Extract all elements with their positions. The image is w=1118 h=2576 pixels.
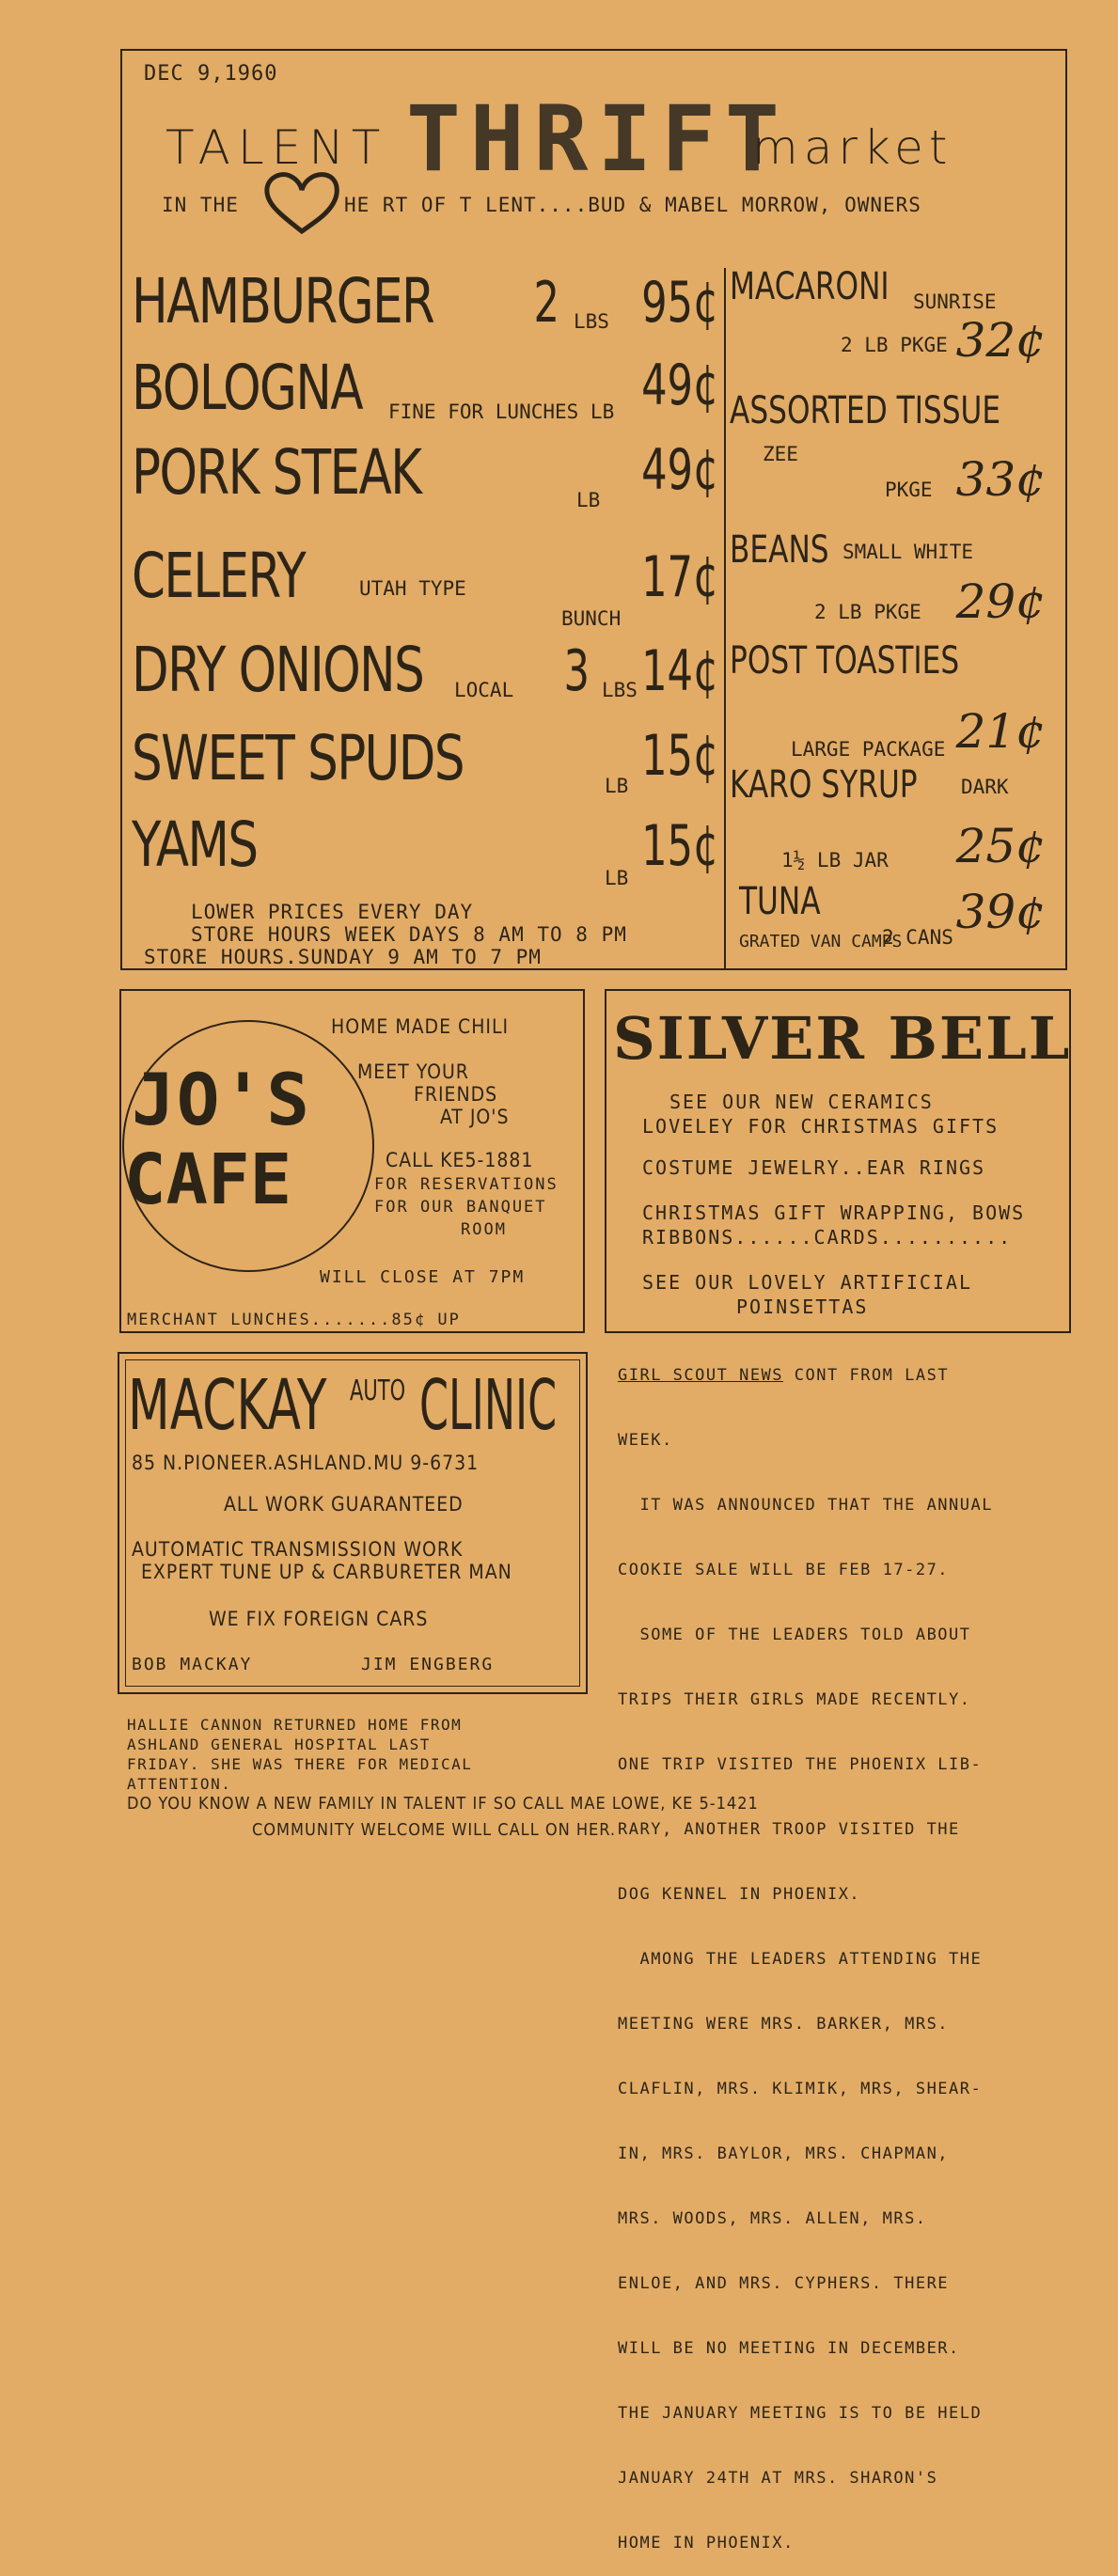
sweet-spuds-unit: LB [605,775,629,797]
item-celery: CELERY [132,540,306,612]
gs-line: HOME IN PHOENIX. [618,2534,795,2552]
sunday-hours-text: STORE HOURS.SUNDAY 9 AM TO 7 PM [144,946,542,968]
gs-line: MRS. WOODS, MRS. ALLEN, MRS. [618,2209,927,2228]
item-karo-syrup: KARO SYRUP [730,763,918,807]
dry-onions-qty: 3 [563,638,590,704]
silver-bell-line3: COSTUME JEWELRY..EAR RINGS [642,1156,986,1179]
cafe-close: WILL CLOSE AT 7PM [320,1267,526,1287]
item-assorted-tissue: ASSORTED TISSUE [730,389,1001,432]
gs-line: DOG KENNEL IN PHOENIX. [618,1885,861,1904]
hamburger-unit: LBS [574,310,609,333]
cafe-logo-jos: JO'S [132,1058,312,1141]
gs-line: SOME OF THE LEADERS TOLD ABOUT [618,1626,971,1644]
cafe-call: CALL KE5-1881 [386,1149,534,1171]
silver-bell-line6: SEE OUR LOVELY ARTIFICIAL [642,1271,973,1294]
hamburger-qty: 2 [533,270,559,336]
item-tuna: TUNA [739,880,821,923]
silver-bell-line2: LOVELEY FOR CHRISTMAS GIFTS [642,1115,1000,1138]
celery-unit: BUNCH [561,607,622,630]
cafe-at: AT JO'S [440,1106,510,1128]
bologna-note: FINE FOR LUNCHES LB [388,401,615,423]
pork-steak-price: 49¢ [641,437,719,503]
girl-scout-title: GIRL SCOUT NEWS [618,1366,784,1385]
mackay-clinic-word: CLINIC [419,1365,558,1446]
market-word: market [752,120,953,175]
lower-prices-text: LOWER PRICES EVERY DAY [191,901,474,923]
tuna-unit: 2 CANS [882,926,953,949]
sweet-spuds-price: 15¢ [641,723,719,789]
gs-line: ENLOE, AND MRS. CYPHERS. THERE [618,2274,950,2293]
item-beans: BEANS [730,528,829,572]
mackay-owner-jim: JIM ENGBERG [361,1655,495,1674]
cafe-friends: FRIENDS [414,1083,498,1106]
gs-line: MEETING WERE MRS. BARKER, MRS. [618,2015,950,2034]
silver-bell-line4: CHRISTMAS GIFT WRAPPING, BOWS [642,1202,1026,1224]
silver-bell-line1: SEE OUR NEW CERAMICS [669,1091,934,1113]
gs-line: IT WAS ANNOUNCED THAT THE ANNUAL [618,1496,993,1515]
talent-word: TALENT [165,120,388,175]
cafe-meet: MEET YOUR [357,1060,469,1083]
cafe-logo-cafe: CAFE [124,1139,292,1220]
gs-line: THE JANUARY MEETING IS TO BE HELD [618,2404,983,2423]
mackay-word: MACKAY [128,1365,327,1446]
gs-line: TRIPS THEIR GIRLS MADE RECENTLY. [618,1690,971,1709]
item-bologna: BOLOGNA [132,352,363,424]
mackay-transmission: AUTOMATIC TRANSMISSION WORK [132,1538,464,1561]
beans-note: SMALL WHITE [842,541,974,563]
gs-line: JANUARY 24TH AT MRS. SHARON'S [618,2469,938,2488]
gs-line: COOKIE SALE WILL BE FEB 17-27. [618,1561,950,1579]
gs-line: AMONG THE LEADERS ATTENDING THE [618,1950,983,1969]
macaroni-unit: 2 LB PKGE [841,334,948,356]
gs-line: ONE TRIP VISITED THE PHOENIX LIB- [618,1755,983,1774]
cafe-chili: HOME MADE CHILI [331,1015,510,1038]
cafe-lunches: MERCHANT LUNCHES.......85¢ UP [127,1311,461,1329]
hallie-line: ATTENTION. [127,1775,232,1793]
girl-scout-cont: CONT FROM LAST [794,1366,950,1385]
mackay-auto-word: AUTO [350,1374,406,1407]
right-column-divider [724,268,726,970]
tuna-note: GRATED VAN CAMPS [739,932,903,951]
mackay-owner-bob: BOB MACKAY [132,1655,253,1674]
tissue-unit: PKGE [885,479,933,501]
hallie-line: ASHLAND GENERAL HOSPITAL LAST [127,1736,431,1753]
post-toasties-note: LARGE PACKAGE [791,738,946,761]
celery-note: UTAH TYPE [359,577,466,600]
dry-onions-note: LOCAL [454,679,514,701]
item-dry-onions: DRY ONIONS [132,634,424,706]
silver-bell-line5: RIBBONS......CARDS.......... [642,1226,1013,1249]
heart-icon [261,169,342,235]
yams-unit: LB [605,867,629,889]
beans-unit: 2 LB PKGE [814,601,921,623]
silver-bell-title: SILVER BELL [613,1004,1072,1073]
gs-line: IN, MRS. BAYLOR, MRS. CHAPMAN, [618,2144,950,2163]
hallie-line: FRIDAY. SHE WAS THERE FOR MEDICAL [127,1755,473,1773]
dry-onions-price: 14¢ [641,638,719,704]
gs-line: WEEK. [618,1431,673,1450]
item-hamburger: HAMBURGER [132,265,434,338]
mackay-foreign: WE FIX FOREIGN CARS [209,1608,429,1630]
macaroni-note: SUNRISE [913,291,997,313]
thrift-word: THRIFT [406,86,789,192]
tissue-note: ZEE [763,443,798,465]
hallie-cannon-note [127,1715,472,1794]
owners-tagline: HE RT OF T LENT....BUD & MABEL MORROW, OWNERS [344,194,921,216]
right-items [730,265,1064,964]
yams-price: 15¢ [641,813,719,879]
item-post-toasties: POST TOASTIES [730,639,960,683]
gs-line: CLAFLIN, MRS. KLIMIK, MRS, SHEAR- [618,2080,983,2098]
item-pork-steak: PORK STEAK [132,436,421,509]
celery-price: 17¢ [641,544,719,610]
dry-onions-unit: LBS [602,679,638,701]
pork-steak-unit: LB [576,489,601,511]
beans-price: 29¢ [955,574,1046,629]
karo-note: DARK [961,776,1009,798]
item-sweet-spuds: SWEET SPUDS [132,722,465,794]
tissue-price: 33¢ [955,452,1046,507]
girl-scout-body [618,1387,993,2576]
mackay-guarantee: ALL WORK GUARANTEED [224,1493,464,1516]
girl-scout-heading [618,1365,949,1387]
cafe-banquet: FOR OUR BANQUET [374,1198,547,1217]
cafe-reservations: FOR RESERVATIONS [374,1175,559,1194]
gs-line: WILL BE NO MEETING IN DECEMBER. [618,2339,960,2358]
hallie-line: HALLIE CANNON RETURNED HOME FROM [127,1716,463,1734]
karo-unit: 1½ LB JAR [781,849,889,872]
weekday-hours-text: STORE HOURS WEEK DAYS 8 AM TO 8 PM [191,923,627,946]
item-macaroni: MACARONI [730,265,890,308]
mackay-address: 85 N.PIONEER.ASHLAND.MU 9-6731 [132,1452,480,1474]
left-items [127,263,719,921]
item-yams: YAMS [132,809,258,881]
issue-date: DEC 9,1960 [144,62,278,86]
in-the-text: IN THE [162,194,239,216]
post-toasties-price: 21¢ [955,704,1046,759]
cafe-room: ROOM [461,1220,507,1239]
gs-line: RARY, ANOTHER TROOP VISITED THE [618,1820,960,1839]
silver-bell-line7: POINSETTAS [736,1296,869,1318]
hamburger-price: 95¢ [641,270,719,336]
karo-price: 25¢ [955,819,1046,873]
new-family-line1: DO YOU KNOW A NEW FAMILY IN TALENT IF SO CALL MAE LOWE, KE 5-1421 [127,1794,759,1814]
tuna-price: 39¢ [955,885,1046,939]
macaroni-price: 32¢ [955,313,1046,368]
mackay-tune-up: EXPERT TUNE UP & CARBURETER MAN [141,1561,512,1583]
bologna-price: 49¢ [641,353,719,418]
new-family-line2: COMMUNITY WELCOME WILL CALL ON HER. [252,1820,617,1840]
